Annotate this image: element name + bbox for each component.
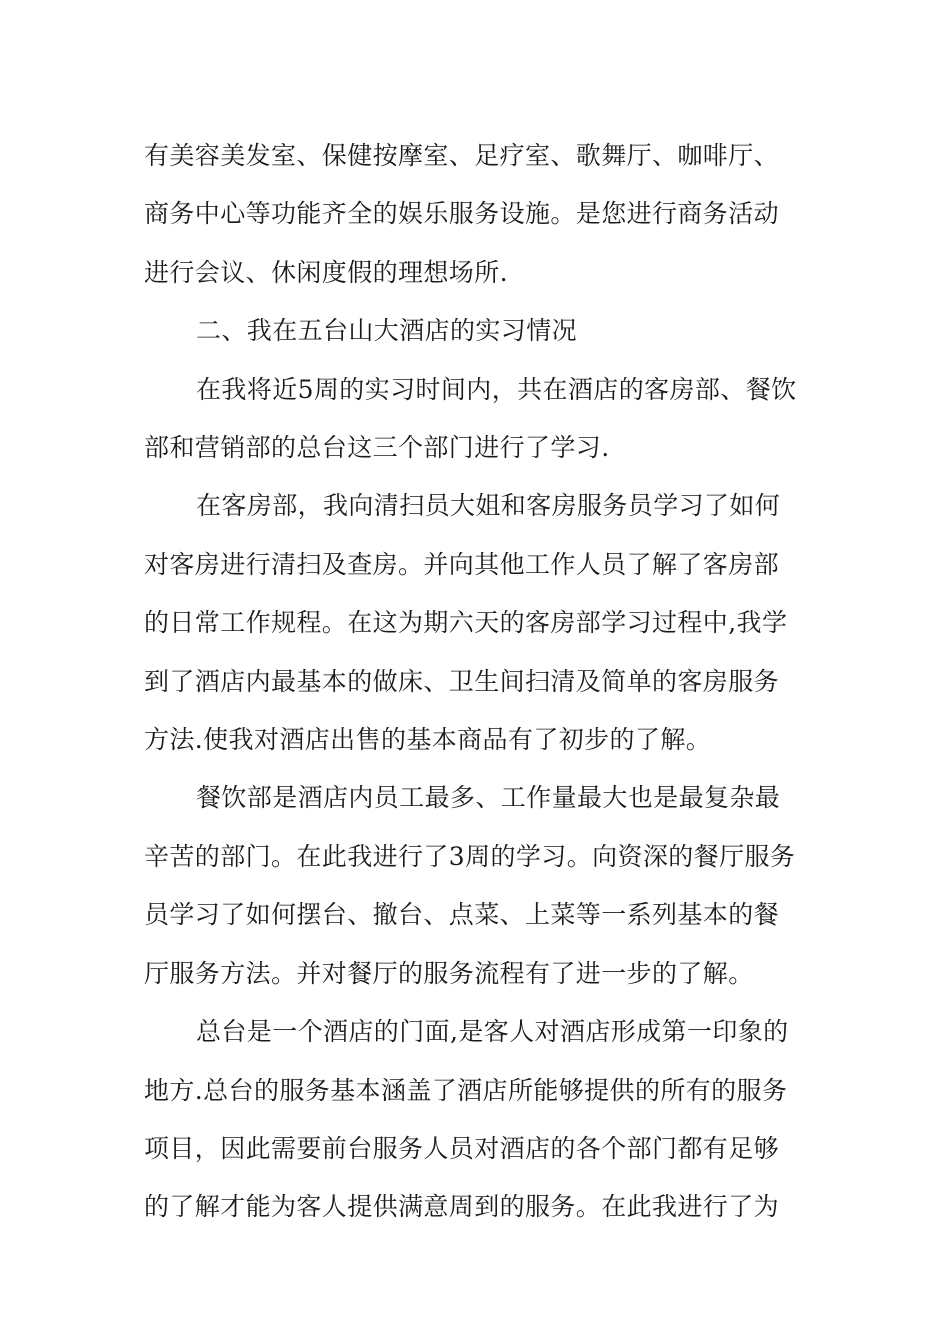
- text-line: 方法.使我对酒店出售的基本商品有了初步的了解。: [144, 725, 712, 755]
- text-line: 地方.总台的服务基本涵盖了酒店所能够提供的所有的服务: [144, 1075, 788, 1105]
- text-line: 商务中心等功能齐全的娱乐服务设施。是您进行商务活动: [144, 199, 780, 229]
- text-line: 项目，因此需要前台服务人员对酒店的各个部门都有足够: [144, 1133, 780, 1163]
- section-heading: [144, 302, 808, 360]
- text-line: 在客房部，我向清扫员大姐和客房服务员学习了如何: [196, 491, 781, 521]
- paragraph-front-desk: [144, 1003, 808, 1237]
- text-line: 员学习了如何摆台、撤台、点菜、上菜等一系列基本的餐: [144, 900, 780, 930]
- text-line: 辛苦的部门。在此我进行了3周的学习。向资深的餐厅服务: [144, 841, 796, 871]
- text-line: 部和营销部的总台这三个部门进行了学习.: [144, 433, 610, 463]
- heading-line: 二、我在五台山大酒店的实习情况: [196, 316, 578, 346]
- paragraph-overview: [144, 361, 808, 478]
- text-line: 有美容美发室、保健按摩室、足疗室、歌舞厅、咖啡厅、: [144, 141, 780, 170]
- text-line: 厅服务方法。并对餐厅的服务流程有了进一步的了解。: [144, 958, 754, 988]
- paragraph-housekeeping: [144, 477, 808, 769]
- paragraph-food-beverage: [144, 769, 808, 1003]
- text-line: 在我将近5周的实习时间内，共在酒店的客房部、餐饮: [196, 374, 797, 404]
- text-line: 的了解才能为客人提供满意周到的服务。在此我进行了为: [144, 1192, 780, 1222]
- paragraph-intro-continued: [144, 127, 808, 302]
- text-line: 的日常工作规程。在这为期六天的客房部学习过程中,我学: [144, 608, 788, 638]
- text-line: 进行会议、休闲度假的理想场所.: [144, 257, 508, 287]
- text-line: 总台是一个酒店的门面,是客人对酒店形成第一印象的: [196, 1017, 789, 1047]
- document-body: [144, 127, 808, 1237]
- text-line: 到了酒店内最基本的做床、卫生间扫清及简单的客房服务: [144, 666, 780, 696]
- text-line: 餐饮部是酒店内员工最多、工作量最大也是最复杂最: [196, 783, 781, 813]
- text-line: 对客房进行清扫及查房。并向其他工作人员了解了客房部: [144, 549, 780, 579]
